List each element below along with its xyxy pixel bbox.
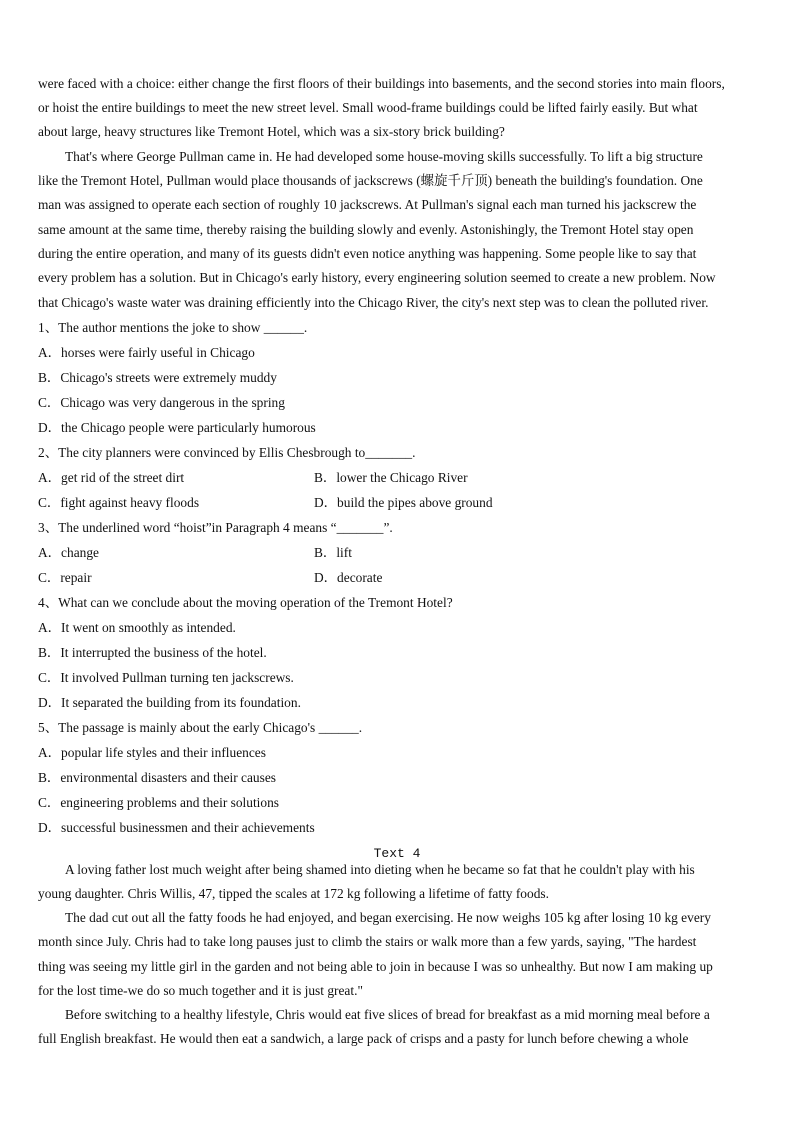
question-5-option-a: A．popular life styles and their influences <box>38 745 266 760</box>
question-1-option-b: B．Chicago's streets were extremely muddy <box>38 370 277 385</box>
question-5-option-c: C．engineering problems and their solutions <box>38 795 279 810</box>
question-4-option-c: C．It involved Pullman turning ten jackscrews. <box>38 670 294 685</box>
question-1-option-d: D．the Chicago people were particularly humorous <box>38 420 316 435</box>
passage-line: were faced with a choice: either change the first floors of their buildings into basements, and the second stories into main floors, <box>38 76 725 91</box>
question-2-stem: 2、The city planners were convinced by Ellis Chesbrough to_______. <box>38 445 416 460</box>
question-3-option-b: B．lift <box>314 545 352 560</box>
question-4-stem: 4、What can we conclude about the moving operation of the Tremont Hotel? <box>38 595 453 610</box>
passage-line: The dad cut out all the fatty foods he had enjoyed, and began exercising. He now weighs 105 kg after losing 10 kg every <box>65 910 711 925</box>
passage-line: about large, heavy structures like Tremont Hotel, which was a six-story brick building? <box>38 124 505 139</box>
passage-line: every problem has a solution. But in Chicago's early history, every engineering solution seemed to create a new problem. Now <box>38 270 716 285</box>
passage-line: month since July. Chris had to take long pauses just to climb the stairs or walk more than a few yards, saying, "The hardest <box>38 934 697 949</box>
passage-line: young daughter. Chris Willis, 47, tipped the scales at 172 kg following a lifetime of fatty foods. <box>38 886 549 901</box>
question-2-option-c: C．fight against heavy floods <box>38 495 200 510</box>
passage-line: A loving father lost much weight after being shamed into dieting when he became so fat that he couldn't play with his <box>65 862 695 877</box>
question-5-stem: 5、The passage is mainly about the early Chicago's ______. <box>38 720 363 735</box>
passage-line: same amount at the same time, thereby raising the building slowly and evenly. Astonishingly, the Tremont Hotel stay open <box>38 222 694 237</box>
question-3-option-c: C．repair <box>38 570 92 585</box>
question-3-stem: 3、The underlined word “hoist”in Paragraph 4 means “_______”. <box>38 520 393 535</box>
question-1-option-a: A．horses were fairly useful in Chicago <box>38 345 255 360</box>
passage-line: or hoist the entire buildings to meet the new street level. Small wood-frame buildings could be lifted fairly easily. But what <box>38 100 698 115</box>
question-4-option-d: D．It separated the building from its foundation. <box>38 695 301 710</box>
question-3-option-d: D．decorate <box>314 570 383 585</box>
question-3-option-a: A．change <box>38 545 99 560</box>
question-4-option-a: A．It went on smoothly as intended. <box>38 620 236 635</box>
question-5-option-b: B．environmental disasters and their causes <box>38 770 276 785</box>
passage-line: like the Tremont Hotel, Pullman would place thousands of jackscrews (螺旋千斤顶) beneath the building's foundation. One <box>38 173 703 188</box>
question-2-option-a: A．get rid of the street dirt <box>38 470 185 485</box>
question-2-option-b: B．lower the Chicago River <box>314 470 468 485</box>
passage-line: that Chicago's waste water was draining efficiently into the Chicago River, the city's next step was to clean the polluted river. <box>38 295 709 310</box>
question-5-option-d: D．successful businessmen and their achievements <box>38 820 315 835</box>
question-1-option-c: C．Chicago was very dangerous in the spring <box>38 395 285 410</box>
section-heading: Text 4 <box>373 846 421 861</box>
question-2-option-d: D．build the pipes above ground <box>314 495 493 510</box>
question-4-option-b: B．It interrupted the business of the hotel. <box>38 645 267 660</box>
passage-line: That's where George Pullman came in. He had developed some house-moving skills successfully. To lift a big structure <box>65 149 703 164</box>
passage-line: thing was seeing my little girl in the garden and not being able to join in because I was so unhealthy. But now I am making up <box>38 959 713 974</box>
passage-line: Before switching to a healthy lifestyle, Chris would eat five slices of bread for breakfast as a mid morning meal before a <box>65 1007 710 1022</box>
question-1-stem: 1、The author mentions the joke to show ______. <box>38 320 308 335</box>
passage-line: full English breakfast. He would then eat a sandwich, a large pack of crisps and a pasty for lunch before chewing a whole <box>38 1031 689 1046</box>
passage-line: for the lost time-we do so much together and it is just great." <box>38 983 363 998</box>
passage-line: man was assigned to operate each section of roughly 10 jackscrews. At Pullman's signal each man turned his jackscrew the <box>38 197 697 212</box>
passage-line: during the entire operation, and many of its guests didn't even notice anything was happening. Some people like to say that <box>38 246 697 261</box>
